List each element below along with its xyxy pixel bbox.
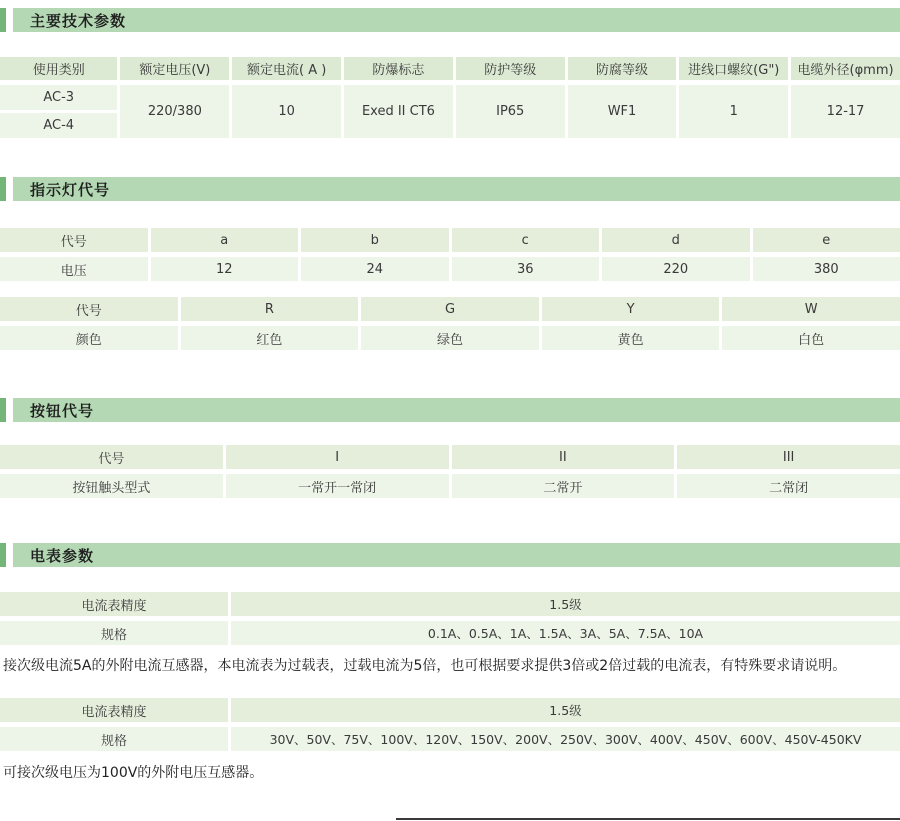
contact-2no: 二常开 — [452, 474, 675, 498]
header-cable-diameter: 电缆外径(φmm) — [791, 57, 900, 80]
page-bottom-rule — [396, 818, 900, 820]
header-rated-voltage: 额定电压(V) — [120, 57, 229, 80]
indicator-color-code-row — [0, 297, 900, 321]
header-rated-current: 额定电流( A ) — [232, 57, 341, 80]
value-explosion-mark: Exed II CT6 — [344, 85, 453, 138]
label-voltage: 电压 — [0, 257, 148, 281]
section-accent-bar — [0, 543, 6, 567]
ammeter-spec-row — [0, 621, 900, 645]
section-title-button: 按钮代号 — [30, 400, 94, 421]
code-a: a — [151, 228, 299, 252]
section-title-main-params: 主要技术参数 — [30, 10, 126, 31]
value-cable-diameter: 12-17 — [791, 85, 900, 138]
value-protection-grade: IP65 — [456, 85, 565, 138]
code-d: d — [602, 228, 750, 252]
label-meter-precision: 电流表精度 — [0, 698, 228, 722]
ammeter-note: 接次级电流5A的外附电流互感器，本电流表为过载表，过载电流为5倍，也可根据要求提供3倍或2倍过载的电流表，有特殊要求请说明。 — [0, 658, 900, 675]
voltage-36: 36 — [452, 257, 600, 281]
section-header-main-params — [0, 8, 900, 32]
ammeter-table — [0, 592, 900, 645]
voltage-24: 24 — [301, 257, 449, 281]
label-spec: 规格 — [0, 621, 228, 645]
main-params-table — [0, 57, 900, 138]
section-header-indicator — [0, 177, 900, 201]
header-protection-grade: 防护等级 — [456, 57, 565, 80]
voltage-220: 220 — [602, 257, 750, 281]
code-ii: II — [452, 445, 675, 469]
ammeter-spec-value: 0.1A、0.5A、1A、1.5A、3A、5A、7.5A、10A — [231, 621, 900, 645]
indicator-voltage-code-row — [0, 228, 900, 252]
usage-category-cell — [0, 85, 117, 138]
code-y: Y — [542, 297, 720, 321]
voltmeter-precision-value: 1.5级 — [231, 698, 900, 722]
color-white: 白色 — [722, 326, 900, 350]
header-anticorrosion-grade: 防腐等级 — [568, 57, 677, 80]
color-yellow: 黄色 — [542, 326, 720, 350]
ammeter-precision-value: 1.5级 — [231, 592, 900, 616]
code-c: c — [452, 228, 600, 252]
label-code: 代号 — [0, 297, 178, 321]
code-e: e — [753, 228, 900, 252]
color-green: 绿色 — [361, 326, 539, 350]
label-color: 颜色 — [0, 326, 178, 350]
section-header-meter — [0, 543, 900, 567]
label-ammeter-precision: 电流表精度 — [0, 592, 228, 616]
code-g: G — [361, 297, 539, 321]
button-code-table — [0, 445, 900, 498]
code-iii: III — [677, 445, 900, 469]
main-params-header-row — [0, 57, 900, 80]
voltmeter-precision-row — [0, 698, 900, 722]
value-rated-voltage: 220/380 — [120, 85, 229, 138]
indicator-color-value-row — [0, 326, 900, 350]
header-inlet-thread: 进线口螺纹(G") — [679, 57, 788, 80]
section-header-fill — [13, 543, 900, 567]
section-header-button — [0, 398, 900, 422]
voltage-12: 12 — [151, 257, 299, 281]
label-code: 代号 — [0, 445, 223, 469]
usage-ac3: AC-3 — [0, 85, 117, 110]
label-contact-type: 按钮触头型式 — [0, 474, 223, 498]
voltmeter-spec-row — [0, 727, 900, 751]
value-inlet-thread: 1 — [679, 85, 788, 138]
header-explosion-mark: 防爆标志 — [344, 57, 453, 80]
value-rated-current: 10 — [232, 85, 341, 138]
indicator-voltage-value-row — [0, 257, 900, 281]
section-title-indicator: 指示灯代号 — [30, 179, 110, 200]
label-code: 代号 — [0, 228, 148, 252]
indicator-voltage-table — [0, 228, 900, 281]
voltmeter-table — [0, 698, 900, 751]
contact-no-nc: 一常开一常闭 — [226, 474, 449, 498]
color-red: 红色 — [181, 326, 359, 350]
label-spec: 规格 — [0, 727, 228, 751]
code-r: R — [181, 297, 359, 321]
contact-2nc: 二常闭 — [677, 474, 900, 498]
section-accent-bar — [0, 8, 6, 32]
button-code-row — [0, 445, 900, 469]
value-anticorrosion-grade: WF1 — [568, 85, 677, 138]
ammeter-precision-row — [0, 592, 900, 616]
section-accent-bar — [0, 398, 6, 422]
code-b: b — [301, 228, 449, 252]
voltmeter-note: 可接次级电压为100V的外附电压互感器。 — [0, 765, 900, 782]
usage-ac4: AC-4 — [0, 113, 117, 138]
main-params-value-row — [0, 85, 900, 138]
section-title-meter: 电表参数 — [30, 545, 94, 566]
section-header-fill — [13, 398, 900, 422]
section-accent-bar — [0, 177, 6, 201]
section-header-fill — [13, 8, 900, 32]
section-header-fill — [13, 177, 900, 201]
indicator-color-table — [0, 297, 900, 350]
code-w: W — [722, 297, 900, 321]
voltmeter-spec-value: 30V、50V、75V、100V、120V、150V、200V、250V、300V、400V、450V、600V、450V-450KV — [231, 727, 900, 751]
button-contact-row — [0, 474, 900, 498]
header-usage-category: 使用类别 — [0, 57, 117, 80]
voltage-380: 380 — [753, 257, 900, 281]
code-i: I — [226, 445, 449, 469]
